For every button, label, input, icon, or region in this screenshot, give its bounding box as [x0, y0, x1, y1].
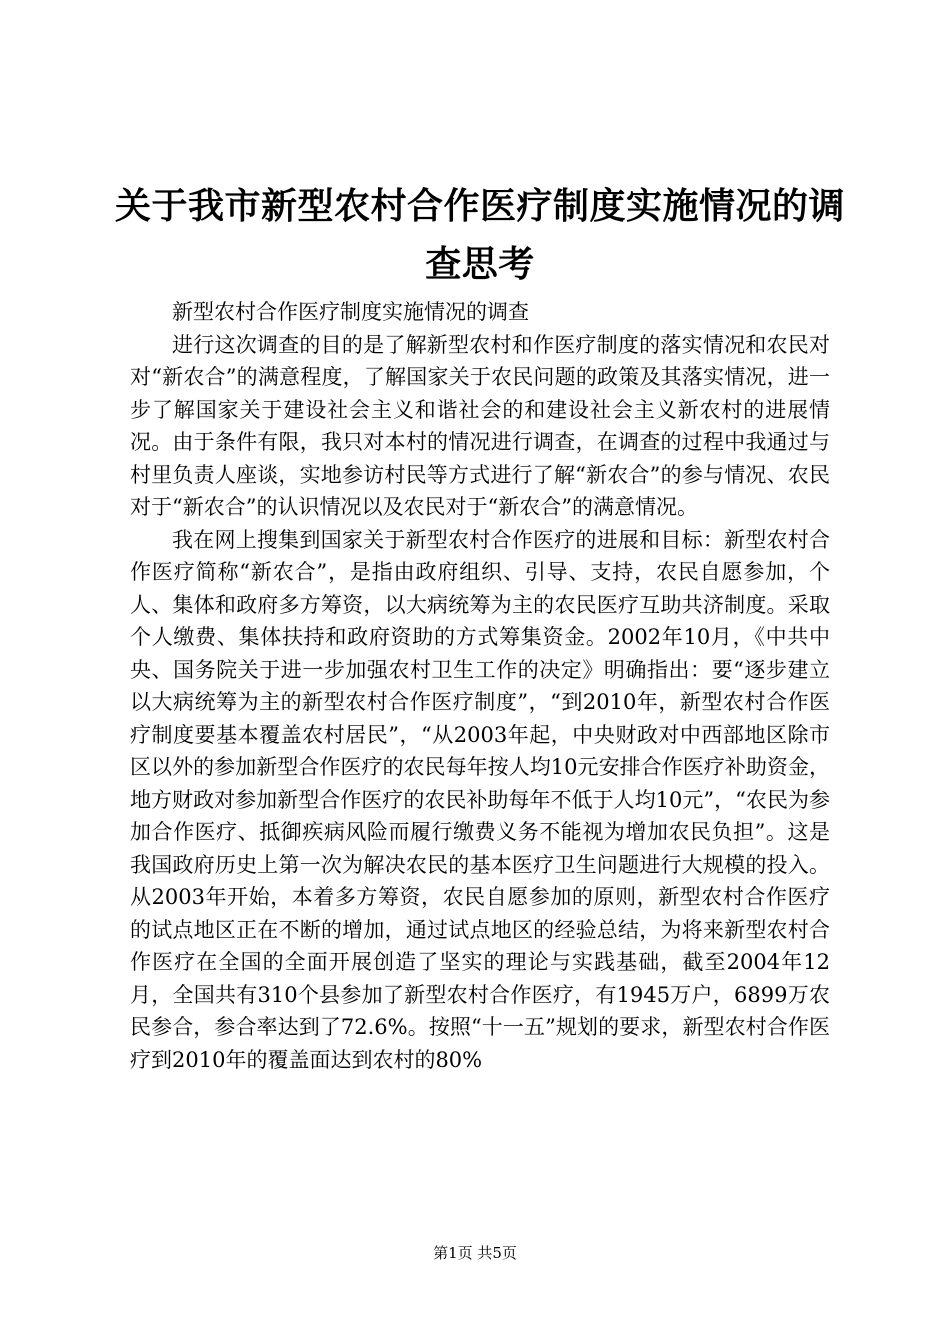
document-title: 关于我市新型农村合作医疗制度实施情况的调查思考: [114, 186, 845, 285]
paragraph-background: 我在网上搜集到国家关于新型农村合作医疗的进展和目标：新型农村合作医疗简称“新农合”，是指由政府组织、引导、支持，农民自愿参加，个人、集体和政府多方筹资，以大病统筹为主的农民医疗互助共济制度。采取个人缴费、集体扶持和政府资助的方式筹集资金。2002年10月，《中共中央、国务院关于进一步加强农村卫生工作的决定》明确指出：要“逐步建立以大病统筹为主的新型农村合作医疗制度”，“到2010年，新型农村合作医疗制度要基本覆盖农村居民”，“从2003年起，中央财政对中西部地区除市区以外的参加新型合作医疗的农民每年按人均10元安排合作医疗补助资金，地方财政对参加新型合作医疗的农民补助每年不低于人均10元”，“农民为参加合作医疗、抵御疾病风险而履行缴费义务不能视为增加农民负担”。这是我国政府历史上第一次为解决农民的基本医疗卫生问题进行大规模的投入。从2003年开始，本着多方筹资，农民自愿参加的原则，新型农村合作医疗的试点地区正在不断的增加，通过试点地区的经验总结，为将来新型农村合作医疗在全国的全面开展创造了坚实的理论与实践基础，截至2004年12月，全国共有310个县参加了新型农村合作医疗，有1945万户，6899万农民参合，参合率达到了72.6%。按照“十一五”规划的要求，新型农村合作医疗到2010年的覆盖面达到农村的80%: [130, 527, 830, 1072]
document-body: [130, 296, 830, 1076]
paragraph-purpose: 进行这次调查的目的是了解新型农村和作医疗制度的落实情况和农民对对“新农合”的满意程度，了解国家关于农民问题的政策及其落实情况，进一步了解国家关于建设社会主义和谐社会的和建设社会主义新农村的进展情况。由于条件有限，我只对本村的情况进行调查，在调查的过程中我通过与村里负责人座谈，实地参访村民等方式进行了解“新农合”的参与情况、农民对于“新农合”的认识情况以及农民对于“新农合”的满意情况。: [130, 332, 830, 519]
page-number-footer: 第1页 共5页: [433, 1244, 517, 1262]
paragraph-subtitle: 新型农村合作医疗制度实施情况的调查: [172, 300, 529, 324]
